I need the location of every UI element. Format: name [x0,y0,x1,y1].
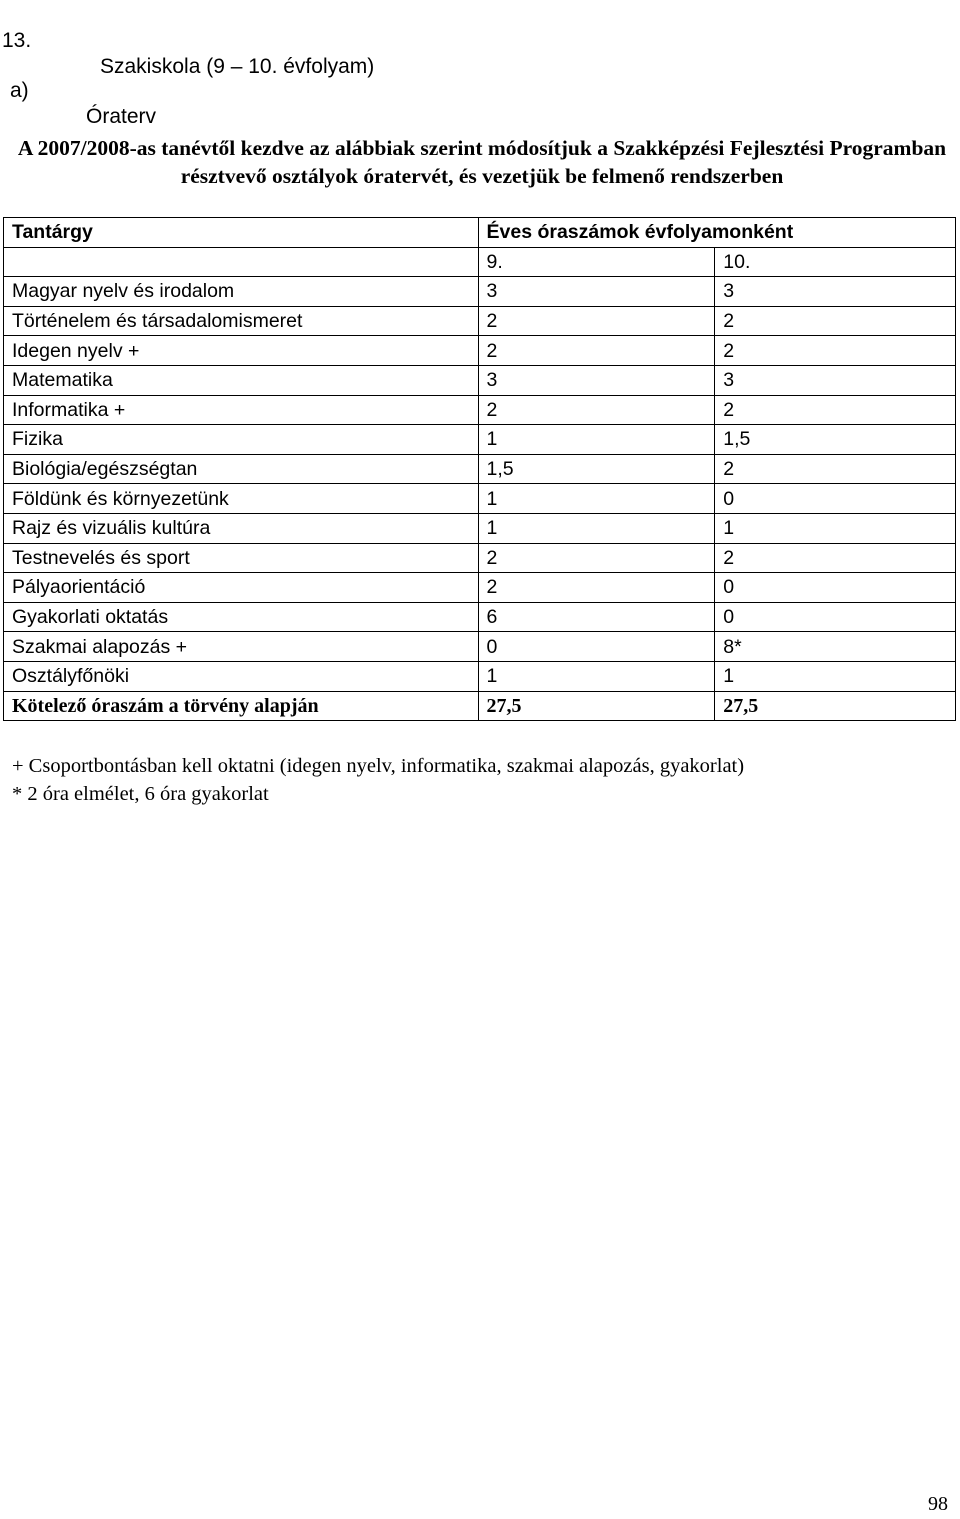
total-label: Kötelező óraszám a törvény alapján [4,691,479,721]
subject-cell: Biológia/egészségtan [4,454,479,484]
grade-9-cell: 1 [478,484,715,514]
table-header-row [4,218,956,248]
subject-cell: Magyar nyelv és irodalom [4,277,479,307]
table-row [4,632,956,662]
subject-cell: Fizika [4,425,479,455]
grade-9-cell: 1 [478,425,715,455]
footnote-plus: + Csoportbontásban kell oktatni (idegen nyelv, informatika, szakmai alapozás, gyakorlat) [12,755,745,777]
grade-9-cell: 3 [478,365,715,395]
grade-10-cell: 2 [715,395,956,425]
grade-10-cell: 1,5 [715,425,956,455]
total-grade-9: 27,5 [478,691,715,721]
subject-cell: Gyakorlati oktatás [4,602,479,632]
table-row [4,336,956,366]
table-row [4,365,956,395]
table-row [4,306,956,336]
table-row [4,513,956,543]
grade-9-cell: 2 [478,395,715,425]
table-grade-row [4,247,956,277]
grade-9-cell: 1,5 [478,454,715,484]
table-row [4,454,956,484]
subject-cell: Pályaorientáció [4,573,479,603]
subject-cell: Szakmai alapozás + [4,632,479,662]
grade-10-cell: 0 [715,602,956,632]
table-row [4,277,956,307]
grade-10-cell: 0 [715,573,956,603]
subject-cell: Testnevelés és sport [4,543,479,573]
intro-paragraph: A 2007/2008-as tanévtől kezdve az alábbiak szerint módosítjuk a Szakképzési Fejlesztési Programban résztvevő osztályok óratervét, és vezetjük be felmenő rendszerben [17,136,947,188]
grade-10-cell: 0 [715,484,956,514]
table-total-row [4,691,956,721]
subject-cell: Földünk és környezetünk [4,484,479,514]
grade-10-cell: 8* [715,632,956,662]
subsection-heading-a [0,52,157,130]
page-number: 98 [928,1493,948,1515]
header-empty [4,247,479,277]
table-row [4,543,956,573]
subject-cell: Idegen nyelv + [4,336,479,366]
table-row [4,484,956,514]
table-row [4,573,956,603]
grade-9-cell: 2 [478,336,715,366]
grade-9-cell: 1 [478,661,715,691]
subject-cell: Informatika + [4,395,479,425]
grade-10-cell: 1 [715,513,956,543]
grade-9-cell: 1 [478,513,715,543]
grade-9-cell: 3 [478,277,715,307]
subsection-title: Óraterv [86,105,157,128]
header-subject: Tantárgy [4,218,479,248]
grade-10-cell: 3 [715,277,956,307]
table-row [4,395,956,425]
grade-9-cell: 2 [478,573,715,603]
grade-10-cell: 3 [715,365,956,395]
grade-10-cell: 1 [715,661,956,691]
grade-10-cell: 2 [715,454,956,484]
header-grade-9: 9. [478,247,715,277]
section-title: Szakiskola (9 – 10. évfolyam) [100,55,375,78]
section-number: 13. [2,29,32,52]
subject-cell: Rajz és vizuális kultúra [4,513,479,543]
table-row [4,602,956,632]
table-row [4,425,956,455]
subject-cell: Osztályfőnöki [4,661,479,691]
grade-10-cell: 2 [715,336,956,366]
footnote-asterisk: * 2 óra elmélet, 6 óra gyakorlat [12,783,269,805]
grade-10-cell: 2 [715,543,956,573]
grade-9-cell: 2 [478,306,715,336]
subject-cell: Történelem és társadalomismeret [4,306,479,336]
grade-10-cell: 2 [715,306,956,336]
footnotes [12,752,744,808]
table-row [4,661,956,691]
grade-9-cell: 2 [478,543,715,573]
header-grade-10: 10. [715,247,956,277]
header-hours: Éves óraszámok évfolyamonként [478,218,956,248]
total-grade-10: 27,5 [715,691,956,721]
grade-9-cell: 0 [478,632,715,662]
grade-9-cell: 6 [478,602,715,632]
curriculum-table [3,217,956,721]
subject-cell: Matematika [4,365,479,395]
subsection-number: a) [10,79,29,102]
